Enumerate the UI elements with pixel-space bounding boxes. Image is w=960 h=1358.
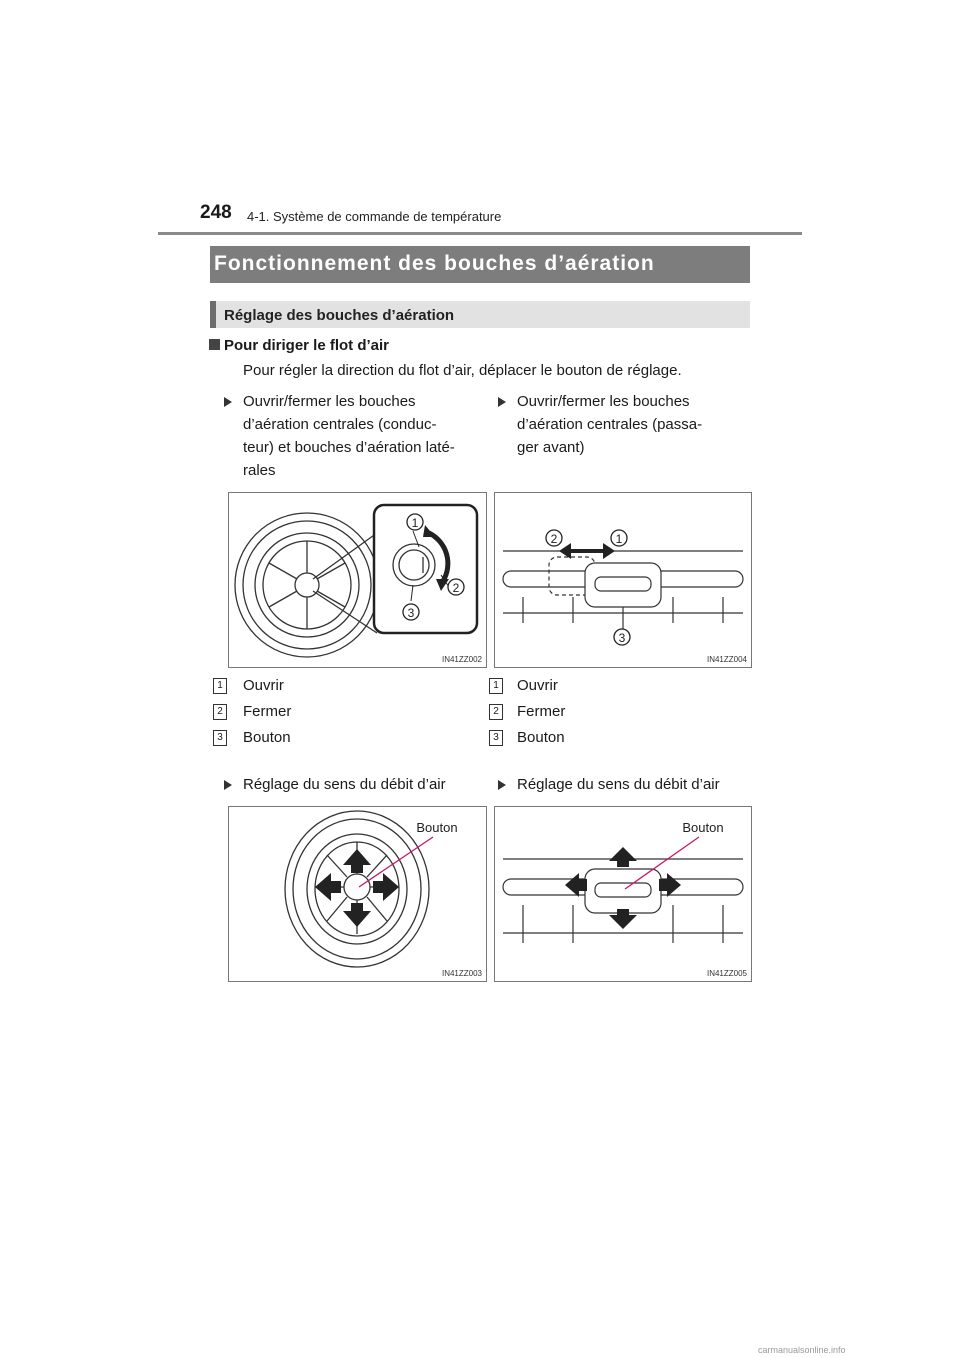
watermark[interactable]: carmanualsonline.info [758, 1345, 846, 1355]
legend-number: 1 [213, 678, 227, 694]
figure-code: IN41ZZ002 [441, 655, 482, 664]
figure-center-vent-open-close [494, 492, 752, 668]
bullet-triangle-icon [498, 397, 506, 407]
legend-number: 2 [213, 704, 227, 720]
figure-code: IN41ZZ004 [706, 655, 747, 664]
legend-number: 3 [213, 730, 227, 746]
callout-number: 1 [411, 516, 419, 530]
legend-number: 1 [489, 678, 503, 694]
figure-center-vent-direction [494, 806, 752, 982]
right-direction-title: Réglage du sens du débit d’air [517, 776, 720, 793]
bullet-triangle-icon [498, 780, 506, 790]
right-column-title: Ouvrir/fermer les bouches d’aération centrales (passa- ger avant) [517, 393, 703, 456]
subsection-title: Réglage des bouches d’aération [224, 307, 455, 324]
bullet-triangle-icon [224, 780, 232, 790]
callout-number: 2 [452, 581, 460, 595]
round-vent-direction-illustration [229, 807, 486, 981]
callout-number: 3 [407, 606, 415, 620]
callout-number: 2 [550, 532, 558, 546]
bullet-triangle-icon [224, 397, 232, 407]
legend-number: 2 [489, 704, 503, 720]
legend-text: Ouvrir [243, 677, 284, 694]
center-vent-illustration [495, 493, 751, 667]
left-direction-title: Réglage du sens du débit d’air [243, 776, 446, 793]
legend-text: Ouvrir [517, 677, 558, 694]
page-number: 248 [200, 202, 232, 223]
center-vent-direction-illustration [495, 807, 751, 981]
heading: Pour diriger le flot d’air [224, 337, 390, 354]
legend-text: Fermer [243, 703, 292, 720]
legend-number: 3 [489, 730, 503, 746]
callout-number: 1 [615, 532, 623, 546]
button-callout-label: Bouton [682, 820, 724, 835]
callout-number: 3 [618, 631, 626, 645]
figure-code: IN41ZZ005 [706, 969, 747, 978]
heading-square-icon [209, 339, 220, 350]
chapter-title: 4-1. Système de commande de température [247, 209, 502, 224]
legend-text: Bouton [243, 729, 291, 746]
legend-text: Bouton [517, 729, 565, 746]
legend-text: Fermer [517, 703, 566, 720]
intro-text: Pour régler la direction du flot d’air, déplacer le bouton de réglage. [243, 362, 682, 379]
left-column-title: Ouvrir/fermer les bouches d’aération centrales (conduc- teur) et bouches d’aération laté- rales [243, 393, 455, 479]
figure-round-vent-direction [228, 806, 487, 982]
section-title: Fonctionnement des bouches d’aération [214, 252, 655, 275]
header-divider [158, 232, 802, 235]
round-vent-illustration [229, 493, 486, 667]
figure-round-vent-open-close [228, 492, 487, 668]
figure-code: IN41ZZ003 [441, 969, 482, 978]
subsection-accent [210, 301, 216, 328]
button-callout-label: Bouton [416, 820, 458, 835]
